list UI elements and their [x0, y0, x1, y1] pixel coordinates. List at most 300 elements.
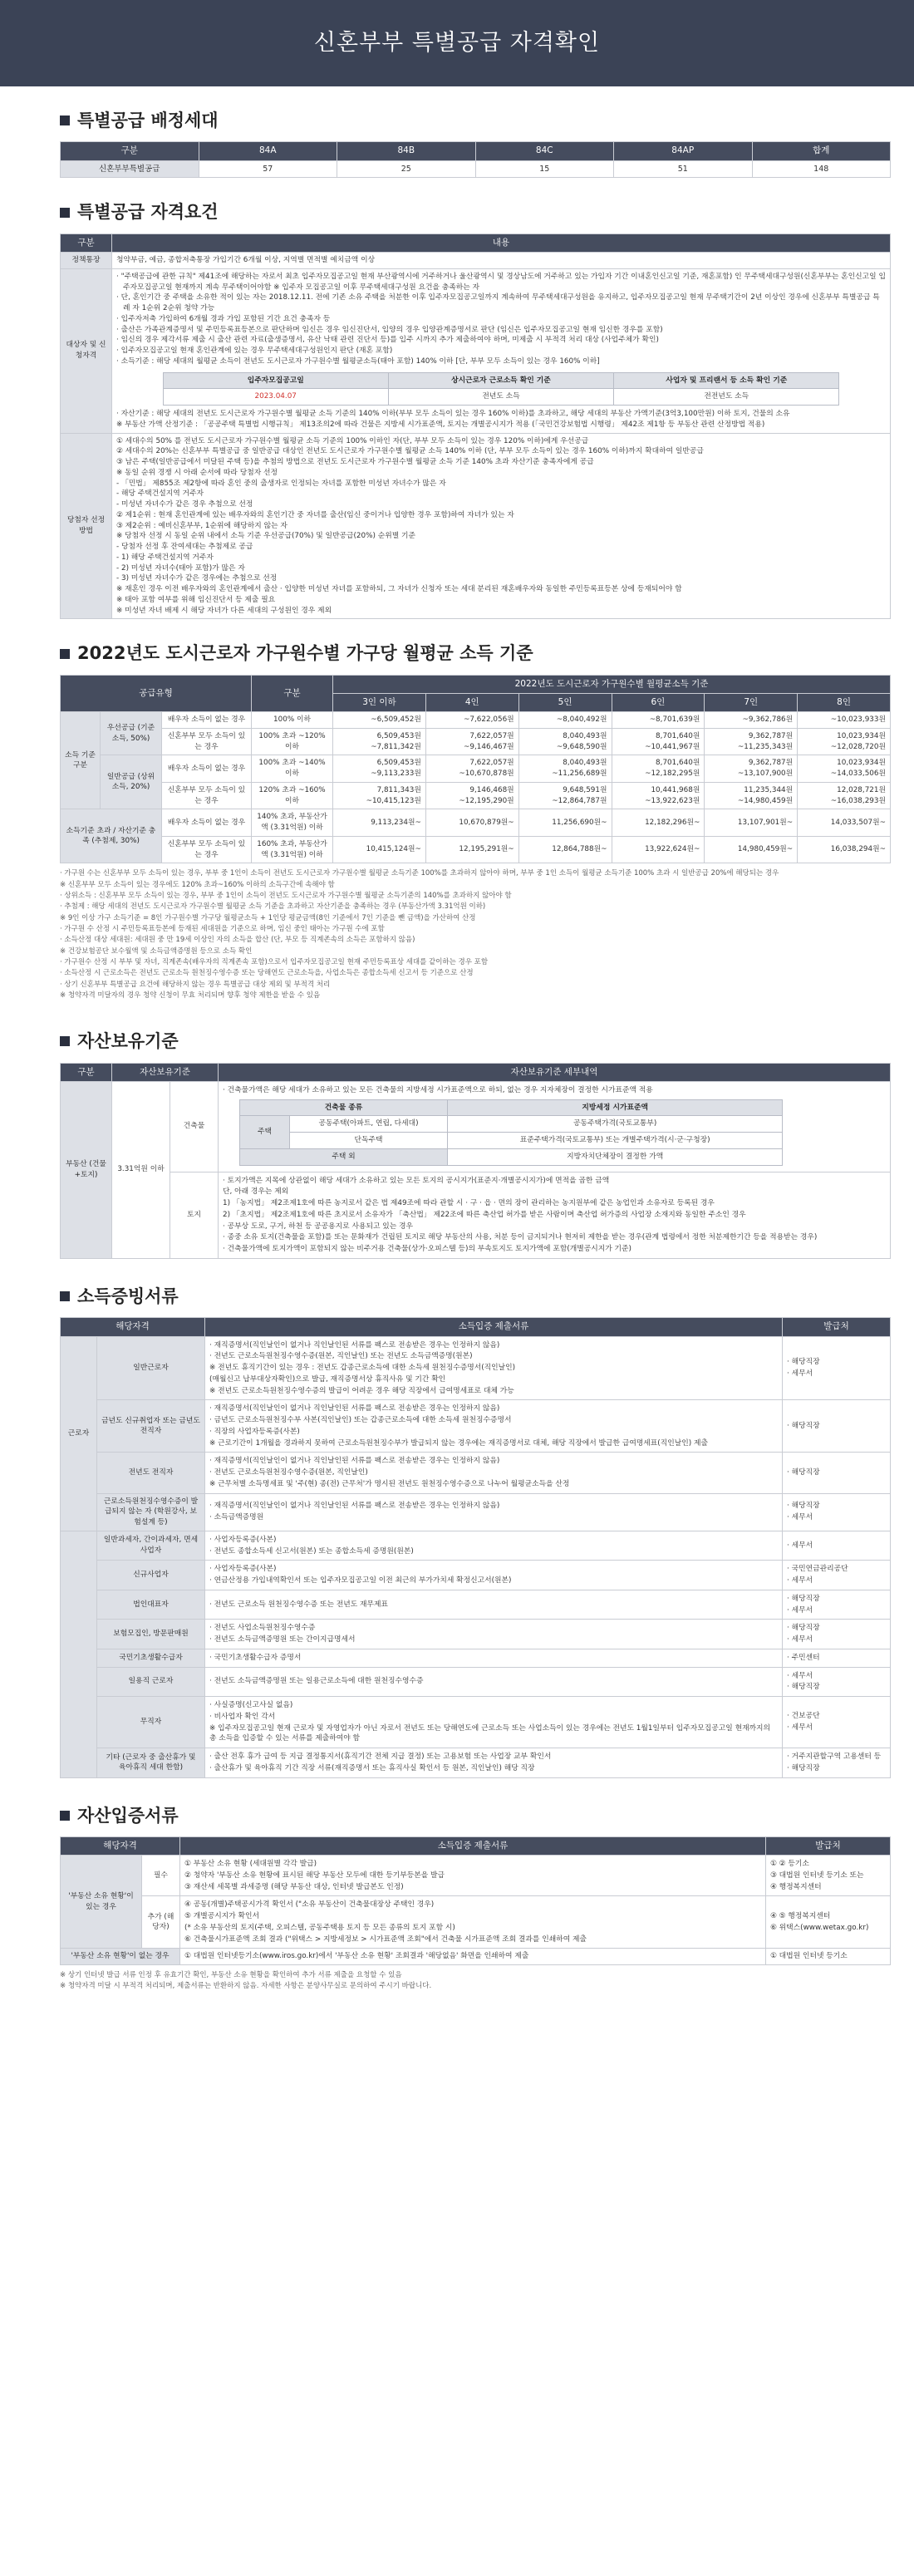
row-label: 주택 [240, 1116, 290, 1149]
section-heading-text: 자산보유기준 [77, 1031, 179, 1052]
note-line: · 가구원 수는 신혼부부 모두 소득이 있는 경우, 부부 중 1인이 소득이 전년도 도시근로자 가구원수별 월평균 소득기준 100%를 초과하지 않아야 하며, 부부 중 1인 소득이 월평균 소득기준 100% 초과 시 일반공급 20%에 해당되는 경우 [60, 869, 779, 878]
table-cell: 25 [337, 160, 476, 178]
text-line: · 출산휴가 및 육아휴직 기간 직장 서류(재직증명서 또는 휴직사실 확인서 등 원본, 직인날인) 해당 직장 [209, 1763, 535, 1772]
text-line: · 전년도 사업소득원천징수영수증 [209, 1624, 316, 1633]
table-row [61, 782, 891, 809]
text-line: · 소득금액증명원 [209, 1513, 264, 1522]
table-cell: 160% 초과, 부동산가액 (3.31억원) 이하 [252, 836, 333, 863]
table-cell: 6,509,453원 ~9,113,233원 [333, 755, 426, 783]
requirement-notes [116, 409, 886, 430]
list-item: - 2) 미성년 자녀수(태아 포함)가 많은 자 [116, 563, 245, 573]
table-header: 소득입증 제출서류 [205, 1318, 783, 1336]
table-row [61, 1949, 891, 1965]
note-line: · 소득산정 대상 세대원: 세대원 중 만 19세 이상인 자의 소득을 합산 (단, 부모 등 직계존속의 소득은 포함하지 않음) [60, 936, 415, 945]
text-line: ③ 재산세 세목별 과세증명 (해당 부동산 대상, 인터넷 발급본도 인정) [184, 1882, 404, 1891]
section-heading-text: 2022년도 도시근로자 가구원수별 가구당 월평균 소득 기준 [77, 643, 533, 664]
list-item: ② 제1순위 : 현재 혼인관계에 있는 배우자와의 혼인기간 중 자녀를 출산(임신 중이거나 입양한 경우 포함)하여 자녀가 있는 자 [116, 510, 514, 519]
table-row [61, 1172, 891, 1258]
row-label: 보험모집인, 방문판매원 [97, 1620, 205, 1649]
issuer-line: · 세무서 [787, 1671, 813, 1680]
building-value-table [239, 1099, 783, 1166]
list-item: · 출산은 가족관계증명서 및 주민등록표등본으로 판단하며 임신은 경우 임신진단서, 입양의 경우 입양관계증명서로 판단 (임신은 입주자모집공고일 현재 임신한 경우를 포함) [116, 325, 663, 334]
selection-list [116, 436, 886, 617]
row-label: 신규사업자 [97, 1561, 205, 1590]
table-cell: ① 대법원 인터넷등기소(www.iros.go.kr)에서 '부동산 소유 현황' 조회결과 '해당없음' 화면을 인쇄하여 제출 [180, 1949, 766, 1965]
table-cell [766, 1856, 891, 1896]
text-line: (* 소유 부동산의 토지(주택, 오피스텔, 공동주택용 토지 등 모든 종류의 토지 포함 시) [184, 1923, 455, 1932]
list-item: ※ 당첨자 선정 시 동일 순위 내에서 소득 기준 우선공급(70%) 및 일반공급(20%) 순위별 기준 [116, 532, 415, 541]
table-header: 구분 [252, 675, 333, 711]
income-docs-table [60, 1317, 891, 1777]
table-header: 84AP [614, 142, 753, 160]
table-cell [783, 1748, 891, 1778]
row-label: 정책통장 [61, 253, 112, 269]
list-item: · 단, 혼인기간 중 주택을 소유한 적이 있는 자는 2018.12.11. 전에 기존 소유 주택을 처분한 이후 입주자모집공고일까지 계속하여 무주택세대구성원을 유지하고, 입주자모집공고일 현재 무주택기간이 2년 이상인 경우에 신혼부부 특별공급 특례 자 1순위 2순위 청약 가능 [116, 293, 880, 313]
table-cell: 9,362,787원 ~13,107,900원 [705, 755, 798, 783]
note-line: ※ 신혼부부 모두 소득이 있는 경우에도 120% 초과~160% 이하의 소득구간에 속해야 함 [60, 880, 335, 889]
asset-docs-table [60, 1836, 891, 1965]
text-line: ① ② 등기소 [770, 1860, 809, 1869]
issuer-line: · 해당직장 [787, 1683, 820, 1692]
table-cell: 57 [199, 160, 337, 178]
section-heading-requirements [60, 199, 891, 224]
table-cell: 148 [752, 160, 891, 178]
text-line: · 재직증명서(직인날인이 없거나 직인날인된 서류를 팩스로 전송받은 경우는 인정하지 않음) [209, 1502, 500, 1511]
table-cell: 표준주택가격(국토교통부) 또는 개별주택가격(시·군·구청장) [448, 1133, 783, 1149]
issuer-line: · 세무서 [787, 1576, 813, 1585]
asset-limit: 3.31억원 이하 [112, 1081, 170, 1258]
table-cell [783, 1649, 891, 1667]
text-line: · 사업자등록증(사본) [209, 1565, 277, 1574]
row-label: 우선공급 (기준소득, 50%) [101, 712, 162, 755]
table-cell: ~8,040,492원 [518, 712, 612, 729]
asset-docs-notes [60, 1970, 891, 1992]
text-line: ※ 입주자모집공고일 현재 근로자 및 자영업자가 아닌 자로서 전년도 또는 당해연도에 근로소득 또는 사업소득이 있는 경우에는 전년도 1월1일부터 입주자모집공고일 현재까지의 총 소득을 입증할 수 있는 서류를 제출하여야 함 [209, 1723, 771, 1743]
table-cell: 120% 초과 ~160% 이하 [252, 782, 333, 809]
issuer-line: · 세무서 [787, 1369, 813, 1378]
table-cell: 청약부금, 예금, 종합저축통장 가입기간 6개월 이상, 지역별 면적별 예치금액 이상 [112, 253, 891, 269]
table-cell: 10,415,124원~ [333, 836, 426, 863]
income-docs-body [61, 1336, 891, 1777]
note-line: · 추첨제 : 해당 세대의 전년도 도시근로자 가구원수별 월평균 소득 기준을 초과하고 자산기준을 충족하는 경우 (부동산가액 3.31억원 이하) [60, 902, 486, 912]
table-cell [112, 268, 891, 433]
table-cell [783, 1561, 891, 1590]
section-heading-allocation [60, 108, 891, 133]
table-cell: ~6,509,452원 [333, 712, 426, 729]
text-line: · 건축물가액에 토지가액이 포함되지 않는 비주거용 건축물(상가·오피스텔 등)의 부속토지도 토지가액에 포함(개별공시지가 기준) [223, 1245, 631, 1254]
table-cell: 전년도 소득 [388, 389, 613, 406]
text-line: · 전년도 근로소득 원천징수영수증 또는 전년도 재무제표 [209, 1600, 389, 1609]
table-cell: 9,113,234원~ [333, 809, 426, 837]
issuer-line: · 주민센터 [787, 1653, 820, 1662]
table-header: 발급처 [783, 1318, 891, 1336]
list-item: · 입주자저축 가입하여 6개월 경과 가입 포함된 기간 요건 충족자 등 [116, 314, 331, 323]
table-cell: 10,670,879원~ [425, 809, 518, 837]
issuer-line: · 세무서 [787, 1635, 813, 1644]
table-header: 내용 [112, 234, 891, 252]
table-cell: 12,182,296원~ [612, 809, 705, 837]
row-label: 당첨자 선정방법 [61, 433, 112, 619]
text-line: ⑥ 건축물시가표준액 조회 결과 ("위택스 > 지방세정보 > 시가표준액 조회"에서 건축물 시가표준액 조회 결과를 인쇄하여 제출 [184, 1934, 587, 1944]
table-cell [205, 1493, 783, 1531]
text-line: · 재직증명서(직인날인이 없거나 직인날인된 서류를 팩스로 전송받은 경우는 인정하지 않음) [209, 1340, 500, 1349]
list-item: · 소득기준 : 해당 세대의 월평균 소득이 전년도 도시근로자 가구원수별 월평균소득(태아 포함) 140% 이하 [단, 부부 모두 소득이 있는 경우 160% 이하] [116, 356, 600, 366]
table-header: 상시근로자 근로소득 확인 기준 [388, 372, 613, 389]
list-item: · "주택공급에 관한 규칙" 제41조에 해당하는 자로서 최초 입주자모집공고일 현재 부산광역시에 거주하거나 울산광역시 및 경상남도에 거주하고 있는 가입자 기간 이내혼인신고일 기준, 재혼포함) 인 무주택세대구성원(신혼부부는 혼인신고일 입주자모집공고일 현재까지 계속 무주택이어야함 ※ 입주자 모집공고일 이후 무주택세대구성원 요건을 충족하는 자 [116, 272, 886, 292]
row-label: 기타 (근로자 중 출산휴가 및 육아휴직 세대 한함) [97, 1748, 205, 1778]
section-heading-text: 소득증빙서류 [77, 1286, 179, 1306]
table-cell [219, 1081, 891, 1172]
section-heading-income [60, 641, 891, 666]
table-row [61, 268, 891, 433]
issuer-line: · 국민연금관리공단 [787, 1565, 848, 1574]
text-line: ※ 전년도 휴직기간이 있는 경우 : 전년도 갑종근로소득에 대한 소득세 원천징수증명서(직인날인) [209, 1364, 516, 1373]
table-cell: 신혼부부 모두 소득이 있는 경우 [162, 728, 252, 755]
text-line: · 재직증명서(직인날인이 없거나 직인날인된 서류를 팩스로 전송받은 경우는 인정하지 않음) [209, 1457, 500, 1466]
table-header: 2022년도 도시근로자 가구원수별 월평균소득 기준 [333, 675, 891, 693]
text-line: ③ 대법원 인터넷 등기소 또는 [770, 1871, 864, 1880]
table-cell [766, 1896, 891, 1949]
table-row [61, 1649, 891, 1667]
issuer-line: · 해당직장 [787, 1421, 820, 1430]
table-cell [205, 1697, 783, 1748]
table-header: 4인 [425, 693, 518, 711]
table-cell [219, 1172, 891, 1258]
table-cell: 10,023,934원 ~12,028,720원 [798, 728, 891, 755]
table-cell [783, 1697, 891, 1748]
bullet-square-icon [60, 649, 70, 659]
table-cell: ~10,023,933원 [798, 712, 891, 729]
issuer-line: · 해당직장 [787, 1502, 820, 1511]
table-row [61, 433, 891, 619]
table-cell [205, 1561, 783, 1590]
list-item: - 당첨자 선정 후 잔여세대는 추첨제로 공급 [116, 543, 253, 552]
table-cell [205, 1400, 783, 1453]
table-header: 건축물 종류 [240, 1099, 448, 1116]
section-heading-text: 자산입증서류 [77, 1805, 179, 1826]
table-cell [205, 1531, 783, 1561]
table-cell: 공동주택(아파트, 연립, 다세대) [290, 1116, 448, 1133]
row-label: 필수 [142, 1856, 180, 1896]
bullet-square-icon [60, 1291, 70, 1301]
text-line: ※ 전년도 근로소득원천징수영수증의 발급이 어려운 경우 해당 직장에서 급여명세표로 대체 가능 [209, 1386, 514, 1395]
table-cell: 13,922,624원~ [612, 836, 705, 863]
bullet-square-icon [60, 208, 70, 218]
text-line: · 종중 소유 토지(건축물을 포함)를 또는 문화재가 건립된 토지로 해당 부동산의 사용, 처분 등이 금지되거나 현저히 제한을 받는 경우(관계 법령에서 정한 처분제한기간 등을 적용받는 경우) [223, 1233, 818, 1242]
table-header: 합계 [752, 142, 891, 160]
list-item: ② 세대수의 20%는 신혼부부 특별공급 중 일반공급 대상인 전년도 도시근로자 가구원수별 월평균 소득 140% 이하 (단, 부부 모두 소득이 있는 경우 160% 이하)까지 확대하여 일반공급 [116, 447, 704, 456]
issuer-line: · 세무서 [787, 1723, 813, 1733]
table-cell: 7,622,057원 ~10,670,878원 [425, 755, 518, 783]
table-header: 8인 [798, 693, 891, 711]
table-cell [112, 433, 891, 619]
table-cell [783, 1667, 891, 1697]
row-label: 법인대표자 [97, 1590, 205, 1620]
text-line: ① 부동산 소유 현황 (세대원별 각각 발급) [184, 1860, 317, 1869]
text-line: · 토지가액은 지목에 상관없이 해당 세대가 소유하고 있는 모든 토지의 공시지가(표준지·개별공시지가)에 면적을 곱한 금액 [223, 1176, 610, 1185]
table-row [61, 1531, 891, 1561]
table-cell: ① 대법원 인터넷 등기소 [766, 1949, 891, 1965]
table-cell [783, 1453, 891, 1493]
table-row [61, 836, 891, 863]
section-heading-income-docs [60, 1284, 891, 1309]
list-item: - 해당 주택건설지역 거주자 [116, 489, 204, 499]
row-label: 금년도 신규취업자 또는 금년도 전직자 [97, 1400, 205, 1453]
row-label: 국민기초생활수급자 [97, 1649, 205, 1667]
issuer-line: · 해당직장 [787, 1594, 820, 1603]
table-cell [205, 1649, 783, 1667]
text-line: · 직장의 사업자등록증(사본) [209, 1427, 300, 1436]
assets-table [60, 1063, 891, 1259]
list-item: · 임신의 경우 제각서류 제출 시 출산 관련 자료(출생증명서, 유산 낙태 관련 진단서 등)를 입주 시까지 추가 제출하여야 하며, 미제출 시 부적격 처리 대상 (사업주체가 확인) [116, 336, 659, 345]
table-row [61, 1697, 891, 1748]
table-cell: 15 [475, 160, 614, 178]
section-heading-assets [60, 1029, 891, 1054]
table-header: 자산보유기준 세부내역 [219, 1063, 891, 1081]
table-header: 소득입증 제출서류 [180, 1836, 766, 1855]
table-cell [205, 1336, 783, 1400]
table-header: 구분 [61, 234, 112, 252]
text-line: ⑤ 개별공시지가 확인서 [184, 1912, 259, 1921]
row-label: 추가 (해당자) [142, 1896, 180, 1949]
table-cell: 9,146,468원 ~12,195,290원 [425, 782, 518, 809]
row-label: 주택 외 [240, 1148, 448, 1165]
table-cell: 신혼부부 모두 소득이 있는 경우 [162, 782, 252, 809]
table-cell: 8,040,493원 ~9,648,590원 [518, 728, 612, 755]
text-line: ⑥ 위택스(www.wetax.go.kr) [770, 1923, 869, 1932]
text-line: · 전년도 근로소득원천징수영수증(원본, 직인날인) 또는 전년도 소득금액증명(원본) [209, 1352, 473, 1361]
issuer-line: · 해당직장 [787, 1624, 820, 1633]
table-cell: 7,811,343원 ~10,415,123원 [333, 782, 426, 809]
table-row [61, 1400, 891, 1453]
table-header: 6인 [612, 693, 705, 711]
row-label: 전년도 전직자 [97, 1453, 205, 1493]
table-row [61, 1493, 891, 1531]
table-header: 입주자모집공고일 [163, 372, 388, 389]
list-item: ※ 재혼인 경우 이전 배우자와의 혼인관계에서 출산 · 입양한 미성년 자녀를 포함하되, 그 자녀가 신청자 또는 세대 분리된 재혼배우자와 동일한 주민등록표등본 상에 등재되어야 함 [116, 585, 682, 594]
row-label: 토지 [170, 1172, 219, 1258]
issuer-line: · 세무서 [787, 1541, 813, 1550]
row-label: 대상자 및 신청자격 [61, 268, 112, 433]
note-line: · 가구원수 산정 시 부부 및 자녀, 직계존속(배우자의 직계존속 포함)으로서 입주자모집공고일 현재 주민등록표상 세대를 같이하는 경우 포함 [60, 957, 489, 966]
table-cell: 9,362,787원 ~11,235,343원 [705, 728, 798, 755]
table-cell: 신혼부부 모두 소득이 있는 경우 [162, 836, 252, 863]
text-line: · 전년도 근로소득원천징수영수증(원본, 직인날인) [209, 1468, 368, 1477]
list-item: - 3) 미성년 자녀수가 같은 경우에는 추첨으로 선정 [116, 574, 278, 583]
table-header: 지방세정 시가표준액 [448, 1099, 783, 1116]
list-item: ③ 남은 주택(일반공급에서 미달된 주택 등)을 추첨의 방법으로 전년도 도시근로자 가구원수별 월평균 소득 기준 140% 초과 자산기준 충족자에게 공급 [116, 458, 594, 467]
table-header: 84A [199, 142, 337, 160]
text-line: ④ ⑤ 행정복지센터 [770, 1912, 831, 1921]
table-row [61, 712, 891, 729]
table-cell: 11,235,344원 ~14,980,459원 [705, 782, 798, 809]
note-line: ※ 청약자격 미달 시 부적격 처리되며, 제출서류는 반환하지 않음. 자세한 사항은 분양사무실로 문의하여 주시기 바랍니다. [60, 1982, 432, 1991]
issuer-line: · 건보공단 [787, 1712, 820, 1721]
text-line: ② 청약자 '부동산 소유 현황에 표시된 해당 부동산 모두에 대한 등기부등본을 발급 [184, 1871, 445, 1880]
table-cell: 6,509,453원 ~7,811,342원 [333, 728, 426, 755]
table-cell: 12,195,291원~ [425, 836, 518, 863]
row-label: '부동산 소유 현황'이 있는 경우 [61, 1856, 142, 1949]
table-cell: 14,033,507원~ [798, 809, 891, 837]
table-cell: 12,028,721원 ~16,038,293원 [798, 782, 891, 809]
issuer-line: · 세무서 [787, 1513, 813, 1522]
row-label: 근로소득원천징수영수증이 발급되지 않는 자 (학원강사, 보험설계 등) [97, 1493, 205, 1531]
table-cell: 12,864,788원~ [518, 836, 612, 863]
note-line: · 상기 신혼부부 특별공급 요건에 해당하지 않는 경우 특별공급 대상 제외 및 부적격 처리 [60, 980, 331, 989]
table-cell: ~9,362,786원 [705, 712, 798, 729]
text-line: ※ 근무처별 소득명세표 및 '주(현) 종(전) 근무처'가 명시된 전년도 원천징수영수증으로 나누어 월평균소득을 산정 [209, 1479, 570, 1488]
table-cell [205, 1667, 783, 1697]
row-group-label [61, 1531, 97, 1777]
table-row [61, 1896, 891, 1949]
table-header: 84C [475, 142, 614, 160]
table-header: 7인 [705, 693, 798, 711]
list-item: · 입주자모집공고일 현재 혼인관계에 있는 경우 무주택세대구성원인지 판단 (재혼 포함) [116, 347, 393, 356]
table-cell: 8,701,640원 ~10,441,967원 [612, 728, 705, 755]
list-item: ① 세대수의 50% 를 전년도 도시근로자 가구원수별 월평균 소득 기준의 100% 이하인 자(단, 부부 모두 소득이 있는 경우 120% 이하)에게 우선공급 [116, 436, 589, 445]
table-header: 5인 [518, 693, 612, 711]
table-row [61, 728, 891, 755]
row-label: 부동산 (건물+토지) [61, 1081, 112, 1258]
table-cell: 배우자 소득이 없는 경우 [162, 712, 252, 729]
list-item: ※ 동일 순위 경쟁 시 아래 순서에 따라 당첨자 선정 [116, 468, 278, 477]
text-line: · 출산 전후 휴가 급여 등 지급 결정통지서(휴직기간 전체 지급 결정) 또는 고용보험 또는 사업장 교부 확인서 [209, 1753, 552, 1762]
page-banner [0, 0, 914, 86]
text-line: · 국민기초생활수급자 증명서 [209, 1653, 302, 1662]
allocation-table [60, 141, 891, 178]
table-row [61, 160, 891, 178]
list-item: ※ 부동산 가액 산정기준 : 「공공주택 특별법 시행규칙」 제13조의2에 따라 건물은 지방세 시가표준액, 토지는 개별공시지가 적용 (「국민건강보험법 시행령」 제42조 제1항 등 부동산 관련 산정방법 적용) [116, 420, 765, 429]
row-label: 무직자 [97, 1697, 205, 1748]
row-label: 일반근로자 [97, 1336, 205, 1400]
text-line: 2) 「초지법」 제2조제1호에 따른 초지로서 소유자가 「축산법」 제22조에 따른 축산업 허가를 받은 사람이며 축산업 허가증의 사업장 소재지와 동일한 주소인 경우 [223, 1210, 746, 1219]
text-line: · 사업자등록증(사본) [209, 1535, 277, 1544]
table-cell: 지방자치단체장이 결정한 가액 [448, 1148, 783, 1165]
text-line: ④ 행정복지센터 [770, 1882, 822, 1891]
table-cell: ~7,622,056원 [425, 712, 518, 729]
table-row [61, 809, 891, 837]
text-line: · 사실증명(신고사실 없음) [209, 1701, 293, 1710]
row-label: 소득기준 초과 / 자산기준 충족 (추첨제, 30%) [61, 809, 162, 863]
row-label: '부동산 소유 현황'이 없는 경우 [61, 1949, 180, 1965]
table-cell [783, 1590, 891, 1620]
list-item: · 자산기준 : 해당 세대의 전년도 도시근로자 가구원수별 월평균 소득 기준의 140% 이하(부부 모두 소득이 있는 경우 160% 이하)를 초과하고, 해당 세대의 부동산 가액기준(3억3,100만원) 이하 토지, 건물의 소유 [116, 410, 790, 419]
bullet-square-icon [60, 116, 70, 125]
table-row [61, 1561, 891, 1590]
table-cell: 공동주택가격(국토교통부) [448, 1116, 783, 1133]
text-line: · 재직증명서(직인날인이 없거나 직인날인된 서류를 팩스로 전송받은 경우는 인정하지 않음) [209, 1404, 500, 1413]
section-heading-asset-docs [60, 1803, 891, 1828]
note-line: ※ 청약자격 미달자의 경우 청약 신청이 무효 처리되며 향후 청약 제한을 받을 수 있음 [60, 991, 321, 1000]
table-cell: 14,980,459원~ [705, 836, 798, 863]
table-cell [180, 1856, 766, 1896]
list-item: - 「민법」 제855조 제2항에 따라 혼인 중의 출생자로 인정되는 자녀를 포함한 미성년 자녀수가 많은 자 [116, 479, 446, 488]
row-label: 일용직 근로자 [97, 1667, 205, 1697]
table-header: 3인 이하 [333, 693, 426, 711]
list-item: ③ 제2순위 : 예비신혼부부, 1순위에 해당하지 않는 자 [116, 521, 287, 530]
table-cell: 100% 초과 ~140% 이하 [252, 755, 333, 783]
list-item: - 미성년 자녀수가 같은 경우 추첨으로 선정 [116, 500, 253, 509]
table-row [61, 1667, 891, 1697]
issuer-line: · 해당직장 [787, 1468, 820, 1477]
table-row [61, 1590, 891, 1620]
table-cell: 전전년도 소득 [614, 389, 839, 406]
table-cell [783, 1493, 891, 1531]
main-content [0, 108, 914, 1992]
income-basis-table [163, 372, 840, 406]
list-item: - 1) 해당 주택건설지역 거주자 [116, 553, 214, 562]
text-line: ④ 공동(개별)주택공시가격 확인서 ("소유 부동산이 건축물대장상 주택인 경우) [184, 1900, 435, 1910]
row-label: 건축물 [170, 1081, 219, 1172]
issuer-line: · 거주지관할구역 고용센터 등 [787, 1753, 882, 1762]
table-cell: 8,701,640원 ~12,182,295원 [612, 755, 705, 783]
table-cell: 100% 이하 [252, 712, 333, 729]
table-header: 자산보유기준 [112, 1063, 219, 1081]
text-line: ※ 근로기간이 1개월을 경과하지 못하여 근로소득원천징수부가 발급되지 않는 경우에는 재직증명서로 대체, 해당 직장에서 발급한 급여명세표(직인날인) 제출 [209, 1438, 708, 1448]
table-cell: 8,040,493원 ~11,256,689원 [518, 755, 612, 783]
issuer-line: · 세무서 [787, 1605, 813, 1615]
note-line: · 소득산정 시 근로소득은 전년도 근로소득 원천징수영수증 또는 당해연도 근로소득을, 사업소득은 종합소득세 신고서 등 기준으로 산정 [60, 969, 474, 978]
table-row [61, 755, 891, 783]
table-row [61, 1336, 891, 1400]
table-cell: 신혼부부특별공급 [61, 160, 199, 178]
bullet-square-icon [60, 1036, 70, 1046]
table-header: 84B [337, 142, 476, 160]
text-line: 단, 아래 경우는 제외 [223, 1187, 289, 1197]
row-group-label: 소득 기준 구분 [61, 712, 101, 809]
bullet-square-icon [60, 1811, 70, 1821]
table-cell: 100% 초과 ~120% 이하 [252, 728, 333, 755]
table-cell: 단독주택 [290, 1133, 448, 1149]
note-line: · 가구원 수 산정 시 주민등록표등본에 등재된 세대원을 기준으로 하며, 임신 중인 태아는 가구원 수에 포함 [60, 925, 385, 934]
table-cell [783, 1336, 891, 1400]
table-cell [205, 1748, 783, 1778]
table-cell [180, 1896, 766, 1949]
issuer-line: · 해당직장 [787, 1763, 820, 1772]
table-row [61, 1748, 891, 1778]
table-row [61, 1620, 891, 1649]
table-row [61, 253, 891, 269]
row-label: 일반공급 (상위소득, 20%) [101, 755, 162, 809]
income-table [60, 675, 891, 864]
note-line: · 상위소득 : 신혼부부 모두 소득이 있는 경우, 부부 중 1인이 소득이 전년도 도시근로자 가구원수별 월평균 소득기준의 140%를 초과하지 않아야 함 [60, 892, 512, 901]
table-header: 발급처 [766, 1836, 891, 1855]
table-cell: 9,648,591원 ~12,864,787원 [518, 782, 612, 809]
table-cell [783, 1531, 891, 1561]
list-item: ※ 태아 포함 여부를 위해 임신진단서 등 제출 필요 [116, 595, 276, 604]
table-cell [205, 1590, 783, 1620]
text-line: · 건축물가액은 해당 세대가 소유하고 있는 모든 건축물의 지방세정 시가표준액으로 하되, 없는 경우 지자체장이 결정한 시가표준액 적용 [223, 1085, 653, 1094]
table-header: 구분 [61, 1063, 112, 1081]
section-heading-text: 특별공급 자격요건 [77, 202, 219, 223]
note-line: ※ 9인 이상 가구 소득기준 = 8인 가구원수별 가구당 월평균소득 + 1인당 평균금액(8인 기준에서 7인 기준을 뺀 금액)을 가산하여 산정 [60, 913, 476, 922]
text-line: · 전년도 소득금액증명원 또는 간이지급명세서 [209, 1635, 356, 1644]
table-cell: 7,622,057원 ~9,146,467원 [425, 728, 518, 755]
section-heading-text: 특별공급 배정세대 [77, 111, 219, 130]
table-cell: 11,256,690원~ [518, 809, 612, 837]
announcement-date: 2023.04.07 [163, 389, 388, 406]
text-line: 1) 「농지법」 제2조제1호에 따른 농지로서 같은 법 제49조에 따라 관할 시 · 구 · 읍 · 면의 장이 관리하는 농지원부에 같은 농업인과 소유자로 등록된 경우 [223, 1199, 715, 1208]
table-cell [205, 1453, 783, 1493]
text-line: · 연금산정용 가입내역확인서 또는 입주자모집공고일 이전 최근의 부가가치세 확정신고서(원본) [209, 1576, 512, 1585]
text-line: · 금년도 근로소득원천징수부 사본(직인날인) 또는 갑종근로소득에 대한 소득세 원천징수증명서 [209, 1416, 512, 1425]
table-cell: ~8,701,639원 [612, 712, 705, 729]
table-cell [783, 1400, 891, 1453]
list-item: ※ 미성년 자녀 배제 시 해당 자녀가 다른 세대의 구성원인 경우 제외 [116, 606, 332, 615]
table-cell: 배우자 소득이 없는 경우 [162, 755, 252, 783]
table-cell: 10,023,934원 ~14,033,506원 [798, 755, 891, 783]
note-line: ※ 상기 인터넷 발급 서류 인정 후 유효기간 확인, 부동산 소유 현황을 확인하여 추가 서류 제출을 요청할 수 있음 [60, 1971, 402, 1980]
